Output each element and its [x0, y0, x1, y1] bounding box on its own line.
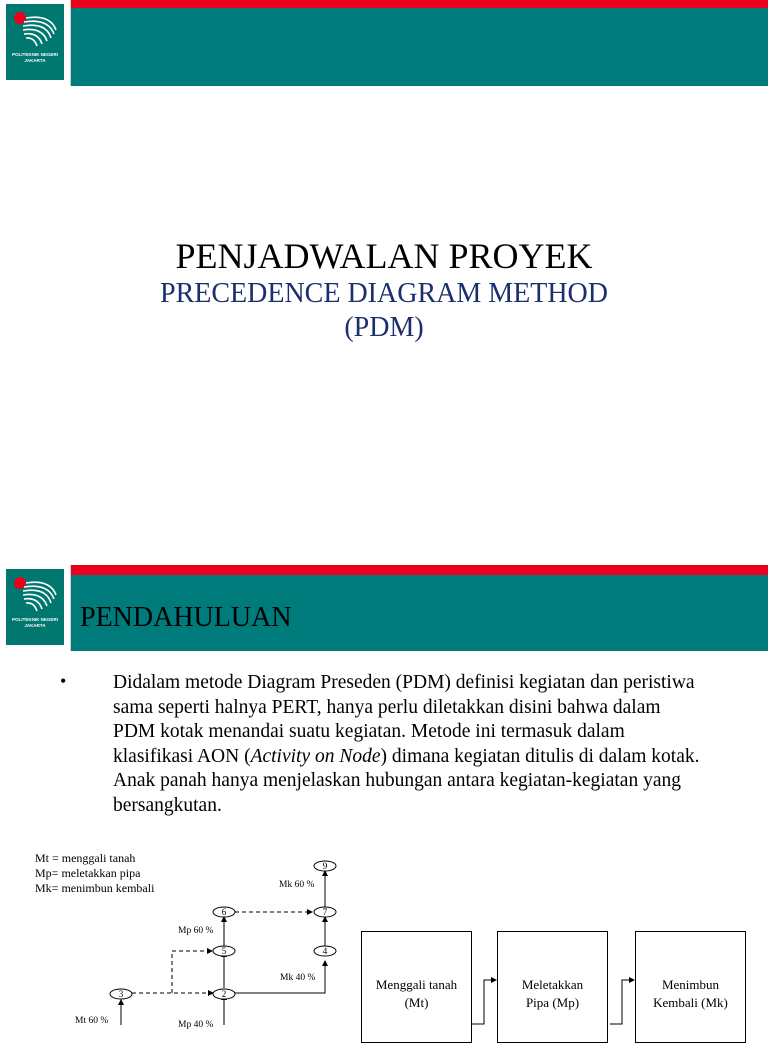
logo-text: POLITEKNIK NEGERI JAKARTA — [12, 617, 58, 628]
institution-logo — [0, 0, 71, 86]
connector-mp-mk — [610, 980, 634, 1024]
node-label: 3 — [118, 989, 124, 999]
connector-mt-mp — [472, 980, 496, 1024]
activity-box-label: Meletakkan Pipa (Mp) — [521, 977, 584, 1010]
activity-box-mk — [635, 931, 746, 1043]
legend-item: Mp= meletakkan pipa — [35, 866, 141, 880]
slide-introduction — [0, 565, 768, 1030]
header-bar — [0, 0, 768, 86]
edge-dummy-4-dashed — [172, 951, 212, 993]
legend-item: Mt = menggali tanah — [35, 851, 136, 865]
edge-label-mk40: Mk 40 % — [280, 973, 316, 983]
activity-box-label: Menggali tanah (Mt) — [375, 977, 458, 1010]
node-label: 5 — [221, 946, 227, 956]
institution-logo — [0, 565, 71, 651]
edge-label-mp40: Mp 40 % — [178, 1020, 214, 1030]
node-label: 9 — [322, 861, 328, 871]
box-connectors — [470, 965, 640, 1024]
legend-item: Mk= menimbun kembali — [35, 881, 155, 895]
node-label: 4 — [322, 946, 328, 956]
subtitle-line-2: (PDM) — [344, 312, 424, 343]
bullet-icon: • — [60, 671, 67, 691]
logo-text: POLITEKNIK NEGERI JAKARTA — [12, 52, 58, 63]
bullet-text: Didalam metode Diagram Preseden (PDM) definisi kegiatan dan peristiwa sama seperti halnya PERT, hanya perlu diletakkan disini bahwa dalam PDM kotak menandai suatu kegiatan. Metode ini termasuk dalam klasifikasi AON (Activity on Node) dimana kegiatan ditulis di dalam kotak. Anak panah hanya menjelaskan hubungan antara kegiatan-kegiatan yang bersangkutan. — [113, 672, 700, 816]
slide-subtitle — [0, 277, 768, 345]
activity-box-label: Menimbun Kembali (Mk) — [653, 977, 728, 1010]
subtitle-line-1: PRECEDENCE DIAGRAM METHOD — [160, 278, 608, 309]
edge-label-mp60: Mp 60 % — [178, 926, 214, 936]
logo-swoosh-icon — [20, 12, 60, 50]
slide-title-text: PENJADWALAN PROYEK — [175, 236, 593, 276]
logo-swoosh-icon — [20, 577, 60, 615]
node-label: 6 — [221, 907, 227, 917]
node-label: 2 — [221, 989, 227, 999]
node-label: 7 — [322, 907, 328, 917]
section-title: PENDAHULUAN — [80, 602, 292, 633]
header-teal-band — [0, 8, 768, 86]
header-red-stripe — [0, 0, 768, 8]
network-diagram — [0, 845, 360, 1030]
edge-label-mt60: Mt 60 % — [75, 1016, 109, 1026]
activity-box-mt — [361, 931, 472, 1043]
edge-label-mk60: Mk 60 % — [279, 880, 315, 890]
slide-separator — [0, 548, 768, 565]
header-red-stripe — [0, 565, 768, 575]
